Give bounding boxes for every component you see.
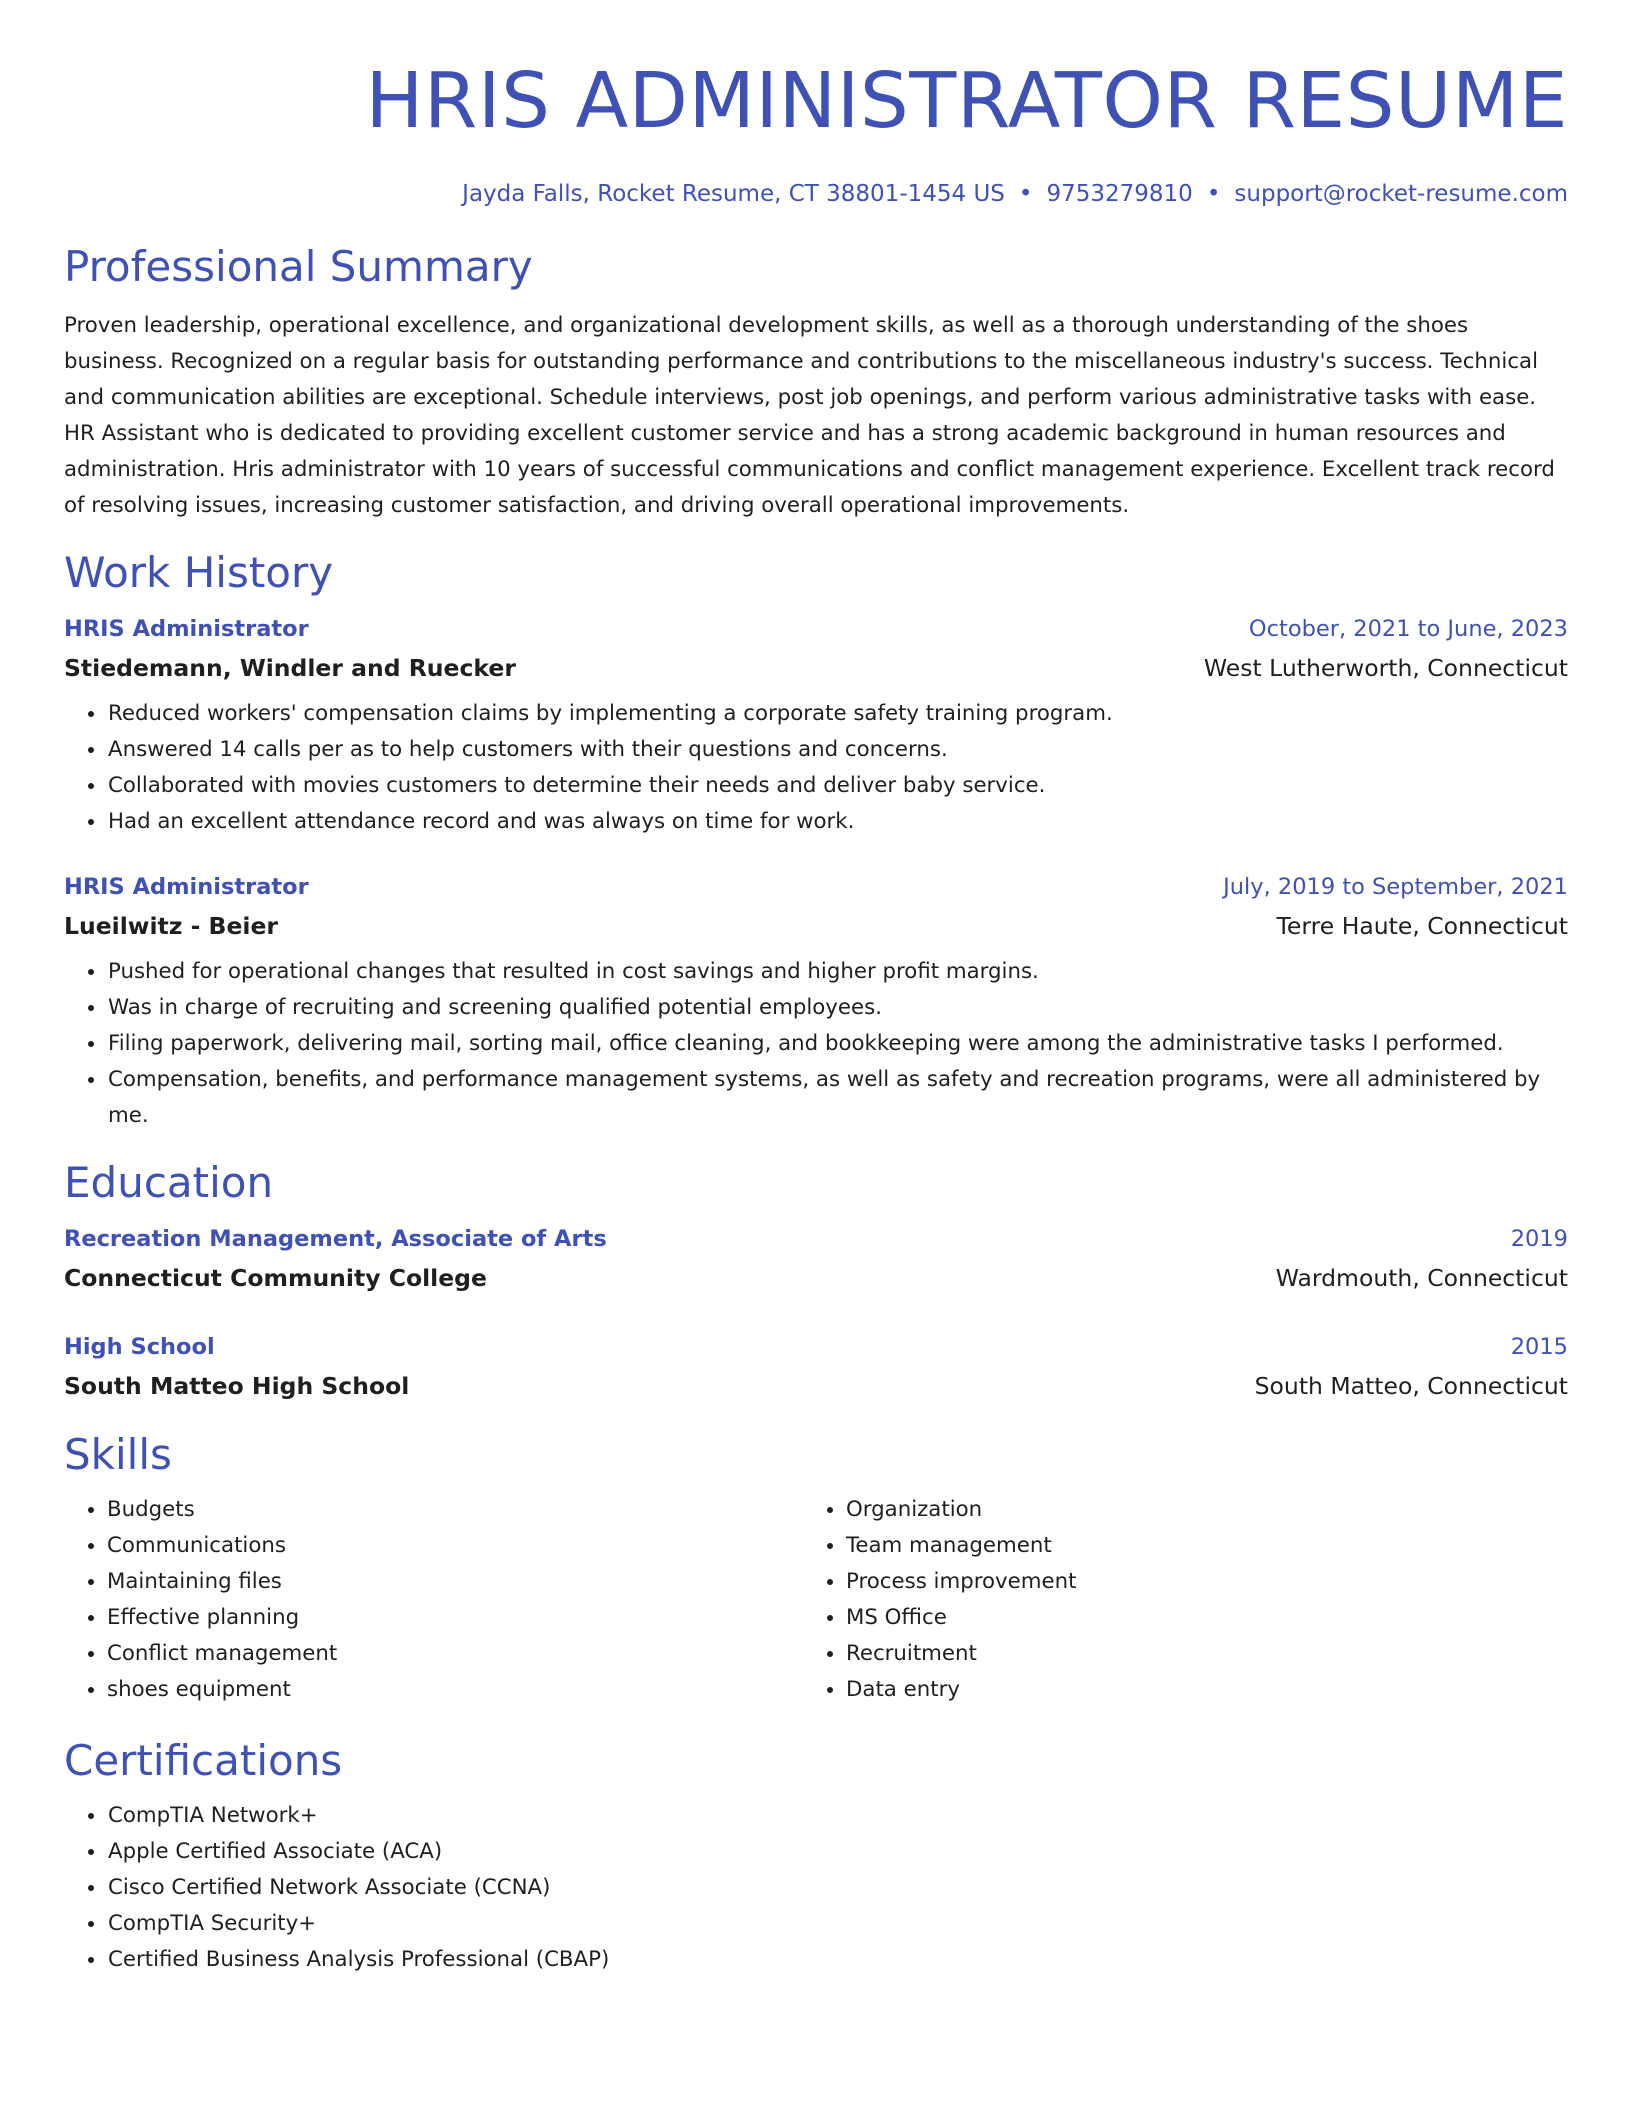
education-year: 2015 (1510, 1334, 1568, 1360)
certification-item: • CompTIA Network+ (107, 1798, 1568, 1834)
job-bullet: • Filing paperwork, delivering mail, sorting mail, office cleaning, and bookkeeping were among the administrative tasks I performed. (107, 1026, 1568, 1062)
job-bullets (64, 954, 1568, 1134)
skill-item: • MS Office (846, 1600, 1542, 1636)
job-bullet: • Was in charge of recruiting and screening qualified potential employees. (107, 990, 1568, 1026)
job-company: Stiedemann, Windler and Ruecker (64, 654, 516, 682)
job-bullet: • Answered 14 calls per as to help customers with their questions and concerns. (107, 732, 1568, 768)
certifications-heading: Certifications (64, 1736, 343, 1785)
education-location: South Matteo, Connecticut (1254, 1372, 1568, 1400)
certifications-list (64, 1798, 1568, 1978)
job-bullet: • Had an excellent attendance record and was always on time for work. (107, 804, 1568, 840)
education-school: South Matteo High School (64, 1372, 410, 1400)
certification-item: • CompTIA Security+ (107, 1906, 1568, 1942)
education-degree: Recreation Management, Associate of Arts (64, 1226, 607, 1252)
contact-separator: • (1018, 181, 1033, 207)
job-company: Lueilwitz - Beier (64, 912, 278, 940)
skill-item: • Communications (107, 1528, 803, 1564)
skills-column-right (803, 1492, 1542, 1708)
education-year: 2019 (1510, 1226, 1568, 1252)
skill-item: • Team management (846, 1528, 1542, 1564)
education-degree: High School (64, 1334, 215, 1360)
contact-phone: 9753279810 (1046, 181, 1193, 207)
skill-item: • Conflict management (107, 1636, 803, 1672)
summary-heading: Professional Summary (64, 242, 533, 291)
job-bullet: • Reduced workers' compensation claims by implementing a corporate safety training program. (107, 696, 1568, 732)
contact-line (64, 178, 1568, 210)
resume-title: HRIS ADMINISTRATOR RESUME (365, 57, 1568, 146)
skills-column-left (64, 1492, 803, 1708)
certification-item: • Cisco Certified Network Associate (CCNA) (107, 1870, 1568, 1906)
job-bullet: • Collaborated with movies customers to determine their needs and deliver baby service. (107, 768, 1568, 804)
job-dates: July, 2019 to September, 2021 (1223, 874, 1568, 900)
certification-item: • Apple Certified Associate (ACA) (107, 1834, 1568, 1870)
job-bullets (64, 696, 1568, 840)
job-location: Terre Haute, Connecticut (1276, 912, 1568, 940)
job-entry (64, 610, 1568, 840)
skill-item: • Process improvement (846, 1564, 1542, 1600)
work-history-heading: Work History (64, 548, 334, 597)
skill-item: • Effective planning (107, 1600, 803, 1636)
job-bullet: • Pushed for operational changes that resulted in cost savings and higher profit margins. (107, 954, 1568, 990)
skill-item: • Organization (846, 1492, 1542, 1528)
education-location: Wardmouth, Connecticut (1275, 1264, 1568, 1292)
contact-separator: • (1206, 181, 1221, 207)
job-title: HRIS Administrator (64, 874, 309, 900)
job-location: West Lutherworth, Connecticut (1203, 654, 1568, 682)
education-entry (64, 1328, 1568, 1406)
education-heading: Education (64, 1158, 274, 1207)
skills-list (64, 1492, 1568, 1708)
summary-text: Proven leadership, operational excellence, and organizational development skills, as well as a thorough understanding of the shoes business. Recognized on a regular basis for outstanding performance and contributions to the miscellaneous industry's success. Technical and communication abilities are exceptional. Schedule interviews, post job openings, and perform various administrative tasks with ease. HR Assistant who is dedicated to providing excellent customer service and has a strong academic background in human resources and administration. Hris administrator with 10 years of successful communications and conflict management experience. Excellent track record of resolving issues, increasing customer satisfaction, and driving overall operational improvements. (64, 313, 1555, 518)
skill-item: • Budgets (107, 1492, 803, 1528)
skill-item: • Maintaining files (107, 1564, 803, 1600)
job-bullet: • Compensation, benefits, and performance management systems, as well as safety and recreation programs, were all administered by me. (107, 1062, 1568, 1134)
education-entry (64, 1220, 1568, 1298)
certification-item: • Certified Business Analysis Professional (CBAP) (107, 1942, 1568, 1978)
skill-item: • shoes equipment (107, 1672, 803, 1708)
skill-item: • Recruitment (846, 1636, 1542, 1672)
job-entry (64, 868, 1568, 1134)
job-title: HRIS Administrator (64, 616, 309, 642)
education-school: Connecticut Community College (64, 1264, 487, 1292)
job-dates: October, 2021 to June, 2023 (1248, 616, 1568, 642)
contact-email[interactable]: support@rocket-resume.com (1234, 181, 1568, 207)
skill-item: • Data entry (846, 1672, 1542, 1708)
contact-address: Jayda Falls, Rocket Resume, CT 38801-1454 US (462, 181, 1005, 207)
skills-heading: Skills (64, 1430, 172, 1479)
